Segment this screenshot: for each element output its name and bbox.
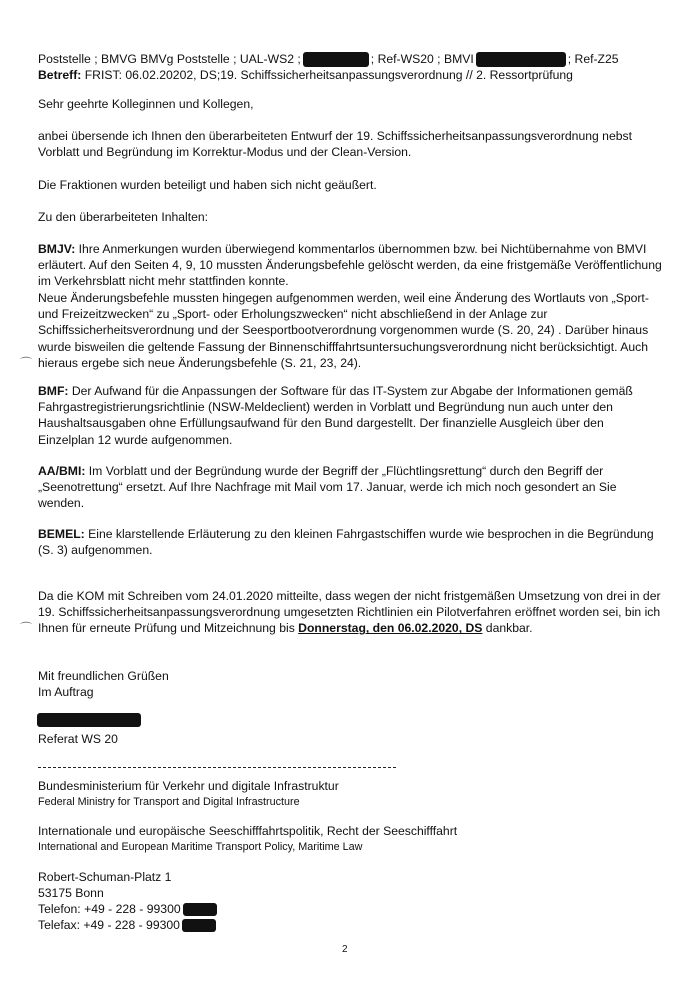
redaction-box (303, 52, 369, 67)
signature-redaction (37, 713, 141, 727)
on-behalf-text: Im Auftrag (38, 685, 94, 699)
bmjv-label: BMJV: (38, 242, 76, 256)
bmf-text: Der Aufwand für die Anpassungen der Software für das IT-System zur Abgabe der Informationen gemäß Fahrgastregistrierungsrichtlinie (NSW-Meldeclient) werden in Vorblatt und Begründung nun auch unter den Haushaltsausgaben ohne Erfüllungsaufwand für den Bund dargestellt. Der finanzielle Ausgleich über den Einzelplan 12 wurde aufgenommen. (38, 384, 633, 447)
margin-mark: ⌒ (20, 621, 33, 635)
subject-text: FRIST: 06.02.20202, DS;19. Schiffssicherheitsanpassungsverordnung // 2. Ressortprüfung (81, 68, 573, 82)
unit-text: Referat WS 20 (38, 732, 118, 746)
bemel-label: BEMEL: (38, 527, 85, 541)
department-name-de: Internationale und europäische Seeschifffahrtspolitik, Recht der Seeschifffahrt (38, 824, 458, 838)
fax-text: Telefax: +49 - 228 - 99300 (38, 918, 180, 932)
aa-bmi-label: AA/BMI: (38, 464, 86, 478)
deadline-text: Donnerstag, den 06.02.2020, DS (298, 621, 483, 636)
aa-bmi-text: Im Vorblatt und der Begründung wurde der Begriff der „Flüchtlingsrettung“ durch den Begriff der „Seenotrettung“ ersetzt. Auf Ihre Nachfrage mit Mail vom 17. Januar, werde ich mich noch gesondert an Sie wenden. (38, 464, 617, 511)
fractions-paragraph: Die Fraktionen wurden beteiligt und haben sich nicht geäußert. (38, 178, 377, 192)
bmf-paragraph (38, 383, 663, 448)
redaction-box (476, 52, 566, 67)
recipients-text-3: ; Ref-Z25 (567, 52, 619, 66)
contents-heading: Zu den überarbeiteten Inhalten: (38, 210, 209, 224)
recipients-line (38, 51, 663, 67)
signature-divider (38, 767, 396, 768)
regards-text: Mit freundlichen Grüßen (38, 669, 169, 683)
ministry-name-en: Federal Ministry for Transport and Digital Infrastructure (38, 796, 300, 808)
margin-mark: ⌒ (20, 356, 33, 370)
intro-paragraph: anbei übersende ich Ihnen den überarbeiteten Entwurf der 19. Schiffssicherheitsanpassungsverordnung nebst Vorblatt und Begründung im Korrektur-Modus und der Clean-Version. (38, 129, 632, 160)
bemel-paragraph (38, 526, 663, 558)
redaction-box (183, 903, 217, 916)
closing-tail: dankbar. (482, 621, 533, 636)
aa-bmi-paragraph (38, 463, 663, 512)
greeting: Sehr geehrte Kolleginnen und Kollegen, (38, 97, 254, 111)
closing-text: Da die KOM mit Schreiben vom 24.01.2020 mitteilte, dass wegen der nicht fristgemäßen Umsetzung von drei in der 19. Schiffssicherheitsanpassungsverordnung umgesetzten Richtlinien ein Pilotverfahren eröffnet worden sei, bin ich Ihnen für erneute Prüfung und Mitzeichnung bis (38, 589, 661, 636)
page-number: 2 (342, 944, 348, 955)
address-street: Robert-Schuman-Platz 1 (38, 870, 172, 884)
subject-line (38, 67, 663, 83)
recipients-text-1: Poststelle ; BMVG BMVg Poststelle ; UAL-WS2 ; (38, 52, 301, 66)
department-name-en: International and European Maritime Transport Policy, Maritime Law (38, 841, 363, 853)
recipients-text-2: ; Ref-WS20 ; BMVI (370, 52, 474, 66)
bmjv-paragraph (38, 241, 663, 290)
bemel-text: Eine klarstellende Erläuterung zu den kleinen Fahrgastschiffen wurde wie besprochen in die Begründung (S. 3) aufgenommen. (38, 527, 654, 558)
phone-line (38, 901, 663, 917)
bmjv-text: Ihre Anmerkungen wurden überwiegend kommentarlos übernommen bzw. bei Nichtübernahme von BMVI erläutert. Auf den Seiten 4, 9, 10 mussten Änderungsbefehle gelöscht werden, da eine fristgemäße Veröffentlichung im Verkehrsblatt nicht mehr stattfinden konnte. (38, 242, 662, 289)
ministry-name-de: Bundesministerium für Verkehr und digitale Infrastruktur (38, 779, 339, 793)
bmf-label: BMF: (38, 384, 69, 398)
phone-text: Telefon: +49 - 228 - 99300 (38, 902, 181, 916)
address-city: 53175 Bonn (38, 886, 104, 900)
redaction-box (182, 919, 216, 932)
fax-line (38, 917, 663, 933)
subject-label: Betreff: (38, 68, 82, 82)
bmjv-paragraph-2: Neue Änderungsbefehle mussten hingegen aufgenommen werden, weil eine Änderung des Wortlauts von „Sport- und Freizeitzwecken“ zu „Sport- oder Erholungszwecken“ nicht abschließend in der Anlage zur Schiffssicherheitsverordnung und der Seesportbootverordnung vorgenommen wurde (S. 20, 24) . Darüber hinaus wurde bisweilen die geltende Fassung der Binnenschifffahrtsuntersuchungsverordnung nicht berücksichtigt. Auch hieraus ergebe sich neue Änderungsbefehle (S. 21, 23, 24). (38, 291, 649, 370)
closing-paragraph (38, 588, 663, 637)
